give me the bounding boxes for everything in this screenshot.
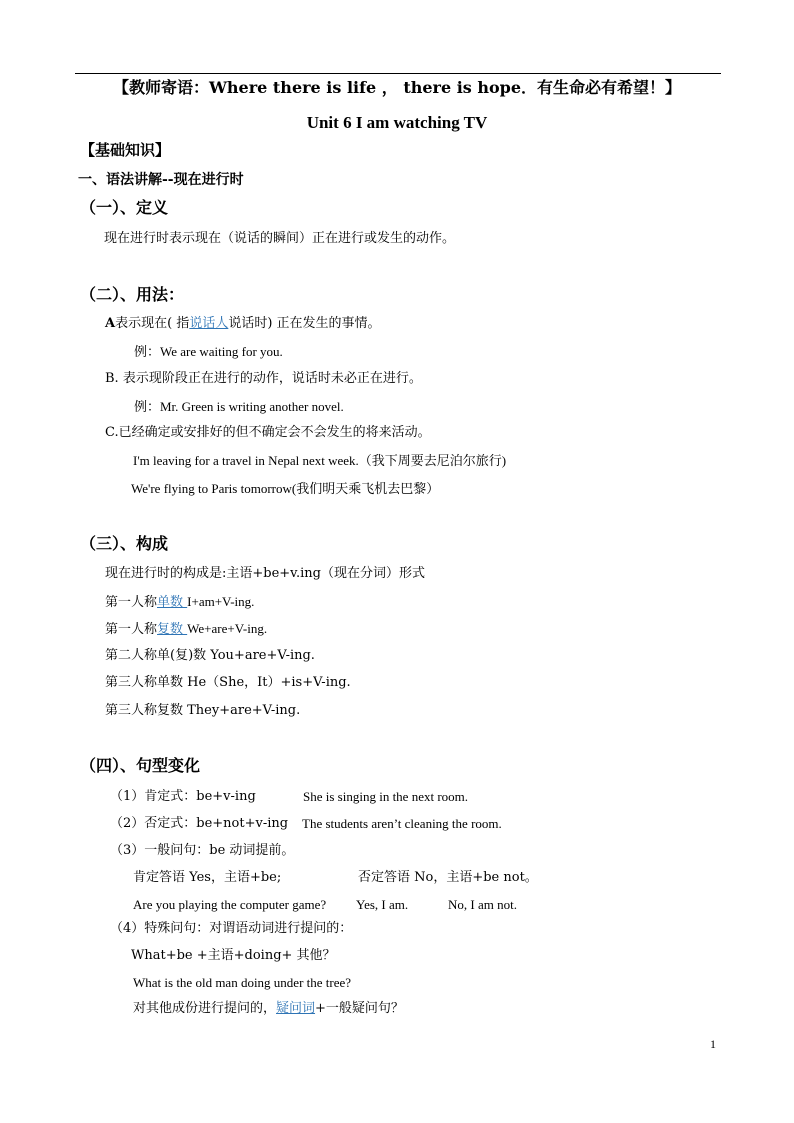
pattern-1-label: （1）肯定式：be+v-ing [110,789,256,804]
definition-heading: （一）、定义 [80,198,169,217]
usage-c-example-1: I'm leaving for a travel in Nepal next week.（我下周要去尼泊尔旅行) [133,453,507,468]
structure-row-2 [105,622,267,636]
structure-row-1-pre: 第一人称 [105,595,158,610]
pattern-4-formula: What+be +主语+doing+ 其他？ [131,948,336,963]
usage-a-line [105,317,381,330]
pattern-4-example: What is the old man doing under the tree? [133,975,352,990]
page-number: 1 [710,1037,716,1051]
structure-row-3: 第二人称单(复)数 You+are+V-ing. [105,648,315,663]
usage-heading: （二）、用法： [80,285,185,304]
structure-row-5: 第三人称复数 They+are+V-ing. [105,703,301,718]
pattern-4-other-pre: 对其他成份进行提问的， [133,1001,277,1016]
pattern-3-no-answer: No, I am not. [448,897,517,912]
pattern-2-label: （2）否定式：be+not+v-ing [110,816,289,831]
usage-c-line: C.已经确定或安排好的但不确定会不会发生的将来活动。 [105,425,431,440]
speaker-link[interactable]: 说话人 [189,316,229,331]
pattern-1-example: She is singing in the next room. [303,789,469,804]
pattern-4-other-post: +一般疑问句？ [315,1001,404,1016]
structure-heading: （三）、构成 [80,534,169,553]
pattern-3-label: （3）一般问句：be 动词提前。 [110,843,295,858]
usage-c-example-2: We're flying to Paris tomorrow(我们明天乘飞机去巴黎） [131,481,440,496]
pattern-4-other-line [133,1002,404,1015]
structure-intro: 现在进行时的构成是:主语+be+v.ing（现在分词）形式 [105,566,425,581]
usage-a-pre: 表示现在( 指 [115,316,190,331]
plural-link[interactable]: 复数 [157,622,188,637]
singular-link[interactable]: 单数 [157,595,188,610]
usage-a-prefix: A [105,316,116,331]
definition-text: 现在进行时表示现在（说话的瞬间）正在进行或发生的动作。 [104,231,456,246]
header-rule [75,73,721,74]
pattern-3-affirmative-answer: 肯定答语 Yes，主语+be; [133,870,282,885]
structure-row-2-pre: 第一人称 [105,622,158,637]
teacher-motto: 【教师寄语：Where there is life ， there is hope．有生命必有希望！】 [112,78,682,97]
usage-b-example: 例：Mr. Green is writing another novel. [134,399,344,414]
section-basic-heading: 【基础知识】 [80,141,171,159]
structure-row-4: 第三人称单数 He（She，It）+is+V-ing. [105,675,351,690]
pattern-3-negative-answer: 否定答语 No，主语+be not。 [358,870,538,885]
structure-row-1 [105,595,254,609]
structure-row-1-formula: I+am+V-ing. [187,594,255,609]
patterns-heading: （四）、句型变化 [80,756,201,775]
pattern-4-label: （4）特殊问句：对谓语动词进行提问的： [110,921,353,936]
usage-a-post: 说话时) 正在发生的事情。 [228,316,381,331]
structure-row-2-formula: We+are+V-ing. [187,621,268,636]
usage-a-example: 例：We are waiting for you. [134,344,283,359]
pattern-3-yes-answer: Yes, I am. [356,897,409,912]
unit-title: Unit 6 I am watching TV [306,113,488,132]
pattern-3-question: Are you playing the computer game? [133,897,327,912]
pattern-2-example: The students aren’t cleaning the room. [302,816,502,831]
question-word-link[interactable]: 疑问词 [276,1001,316,1016]
usage-b-line: B. 表示现阶段正在进行的动作，说话时未必正在进行。 [105,371,422,386]
grammar-heading: 一、语法讲解--现在进行时 [78,172,244,188]
